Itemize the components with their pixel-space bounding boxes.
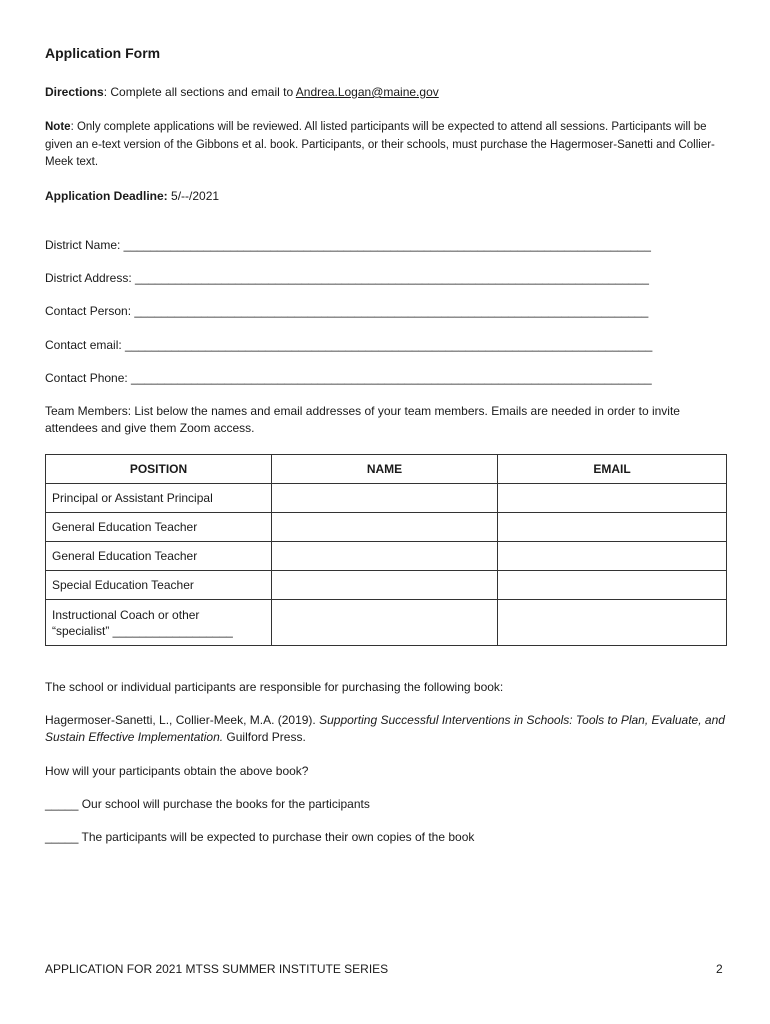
district-name-field[interactable]: District Name: _______________________________________________________________________________ (45, 238, 651, 252)
district-address-field[interactable]: District Address: _____________________________________________________________________________ (45, 271, 649, 285)
position-cell: Special Education Teacher (46, 571, 272, 600)
team-members-table (45, 454, 727, 646)
form-title: Application Form (45, 45, 161, 61)
contact-phone-field[interactable]: Contact Phone: ______________________________________________________________________________ (45, 371, 652, 385)
option-participant-purchase[interactable]: _____ The participants will be expected to purchase their own copies of the book (45, 830, 475, 844)
table-row (46, 542, 727, 571)
note-label: Note (45, 121, 71, 133)
table-row (46, 484, 727, 513)
position-cell (46, 600, 272, 646)
email-cell[interactable] (498, 600, 727, 646)
contact-email-field[interactable]: Contact email: _______________________________________________________________________________ (45, 338, 653, 352)
email-cell[interactable] (498, 542, 727, 571)
directions-label: Directions (45, 85, 104, 99)
note-text: : Only complete applications will be reviewed. All listed participants will be expected to attend all sessions. Participants will be given an e-text version of the Gibbons et al. book. Participants, or their schools, must purchase the Hagermoser-Sanetti and Collier-Meek text. (45, 121, 715, 168)
table-row (46, 513, 727, 542)
contact-person-field[interactable]: Contact Person: _____________________________________________________________________________ (45, 304, 649, 318)
citation-publisher: Guilford Press. (223, 730, 306, 744)
specialist-blank[interactable]: “specialist” __________________ (52, 623, 233, 638)
directions-text: : Complete all sections and email to (103, 85, 296, 99)
book-question: How will your participants obtain the above book? (45, 764, 309, 778)
book-intro: The school or individual participants are responsible for purchasing the following book: (45, 680, 504, 694)
email-cell[interactable] (498, 571, 727, 600)
deadline-value: 5/--/2021 (167, 189, 220, 203)
book-citation (45, 712, 725, 746)
position-cell: Principal or Assistant Principal (46, 484, 272, 513)
table-header-row (46, 455, 727, 484)
email-cell[interactable] (498, 484, 727, 513)
position-cell: General Education Teacher (46, 542, 272, 571)
position-line: Instructional Coach or other (52, 607, 200, 622)
note-paragraph (45, 119, 725, 172)
citation-title: Supporting Successful Interventions in Schools: Tools to Plan, Evaluate, and Sustain Effective Implementation. (45, 713, 725, 744)
name-cell[interactable] (272, 513, 498, 542)
team-instructions: Team Members: List below the names and email addresses of your team members. Emails are needed in order to invite attendees and give them Zoom access. (45, 404, 680, 435)
name-cell[interactable] (272, 484, 498, 513)
footer-text: APPLICATION FOR 2021 MTSS SUMMER INSTITUTE SERIES (45, 962, 389, 976)
name-cell[interactable] (272, 571, 498, 600)
option-school-purchase[interactable]: _____ Our school will purchase the books for the participants (45, 797, 370, 811)
deadline-label: Application Deadline: (45, 189, 168, 203)
position-header: POSITION (46, 455, 272, 484)
table-row (46, 571, 727, 600)
name-cell[interactable] (272, 600, 498, 646)
name-header: NAME (272, 455, 498, 484)
position-cell: General Education Teacher (46, 513, 272, 542)
email-cell[interactable] (498, 513, 727, 542)
page-number: 2 (716, 962, 723, 976)
deadline-line (45, 189, 219, 203)
citation-authors: Hagermoser-Sanetti, L., Collier-Meek, M.A. (2019). (45, 713, 320, 727)
name-cell[interactable] (272, 542, 498, 571)
email-header: EMAIL (498, 455, 727, 484)
directions-line (45, 85, 439, 99)
table-row (46, 600, 727, 646)
contact-email-link[interactable]: Andrea.Logan@maine.gov (295, 85, 439, 99)
